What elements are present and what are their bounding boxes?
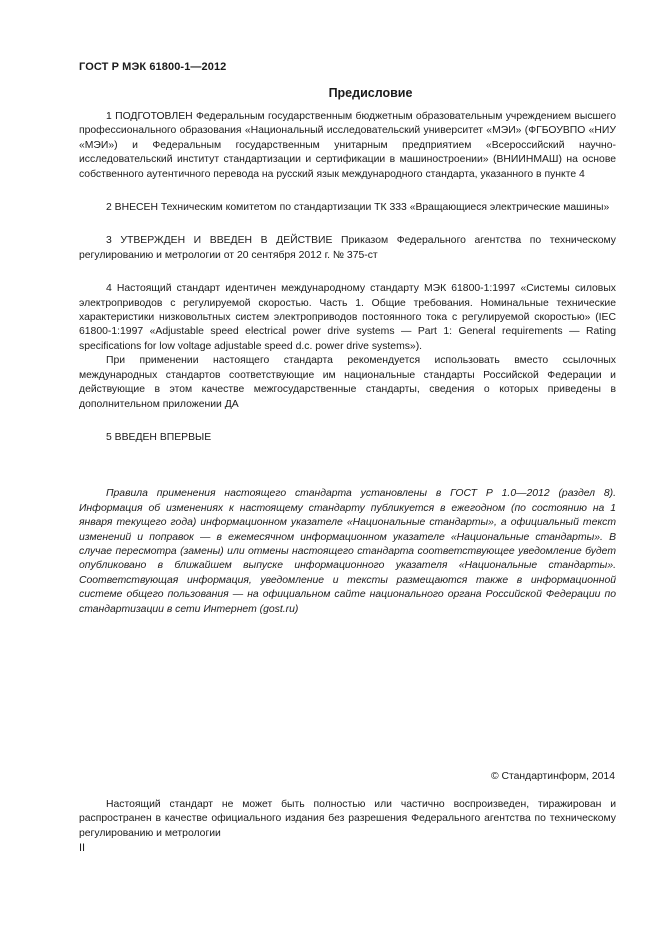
copyright-line: © Стандартинформ, 2014 — [490, 771, 615, 782]
item-1-prepared: 1 ПОДГОТОВЛЕН Федеральным государственным бюджетным образовательным учреждением высшего профессионального образования «Национальный исследовательский университет «МЭИ» (ФГБОУВПО «НИУ «МЭИ») и Федеральным государственным унитарным предприятием «Всероссийский научно-исследовательский институт стандартизации и сертификации в машиностроении» (ВНИИНМАШ) на основе собственного аутентичного перевода на русский язык международного стандарта, указанного в пункте 4 — [79, 111, 616, 180]
item-2-submitted: 2 ВНЕСЕН Техническим комитетом по стандартизации ТК 333 «Вращающиеся электрические машины» — [106, 202, 610, 214]
reproduction-notice-text: Настоящий стандарт не может быть полностью или частично воспроизведен, тиражирован и распространен в качестве официального издания без разрешения Федерального агентства по техническому регулированию и метрологии — [79, 799, 616, 839]
reproduction-notice — [79, 798, 616, 841]
standard-code-header: ГОСТ Р МЭК 61800-1—2012 — [79, 61, 227, 73]
item-3-approved: 3 УТВЕРЖДЕН И ВВЕДЕН В ДЕЙСТВИЕ Приказом Федерального агентства по техническому регулированию и метрологии от 20 сентября 2012 г. № 375-ст — [79, 235, 616, 261]
item-4-application-note: При применении настоящего стандарта рекомендуется использовать вместо ссылочных международных стандартов соответствующие им национальные стандарты Российской Федерации и действующие в этом качестве межгосударственные стандарты, сведения о которых приведены в дополнительном приложении ДА — [79, 355, 616, 410]
foreword-body — [79, 110, 616, 617]
page-number: II — [79, 842, 86, 854]
item-4-identity: 4 Настоящий стандарт идентичен международному стандарту МЭК 61800-1:1997 «Системы силовых электроприводов с регулируемой скоростью. Часть 1. Общие требования. Номинальные технические характеристики низковольтных систем электроприводов постоянного тока с регулируемой скоростью» (IEC 61800-1:1997 «Adjustable speed electrical power drive systems — Part 1: General requirements — Rating specifications for low voltage adjustable speed d.c. power drive systems»). — [79, 283, 616, 352]
item-5-introduced: 5 ВВЕДЕН ВПЕРВЫЕ — [106, 431, 212, 443]
page-title: Предисловие — [328, 86, 413, 100]
rules-notice: Правила применения настоящего стандарта установлены в ГОСТ Р 1.0—2012 (раздел 8). Информация об изменениях к настоящему стандарту публикуется в ежегодном (по состоянию на 1 января текущего года) информационном указателе «Национальные стандарты», а официальный текст изменений и поправок — в ежемесячном информационном указателе «Национальные стандарты». В случае пересмотра (замены) или отмены настоящего стандарта соответствующее уведомление будет опубликовано в ближайшем выпуске информационного указателя «Национальные стандарты». Соответствующая информация, уведомление и тексты размещаются также в информационной системе общего пользования — на официальном сайте национального органа Российской Федерации по стандартизации в сети Интернет (gost.ru) — [79, 488, 616, 615]
